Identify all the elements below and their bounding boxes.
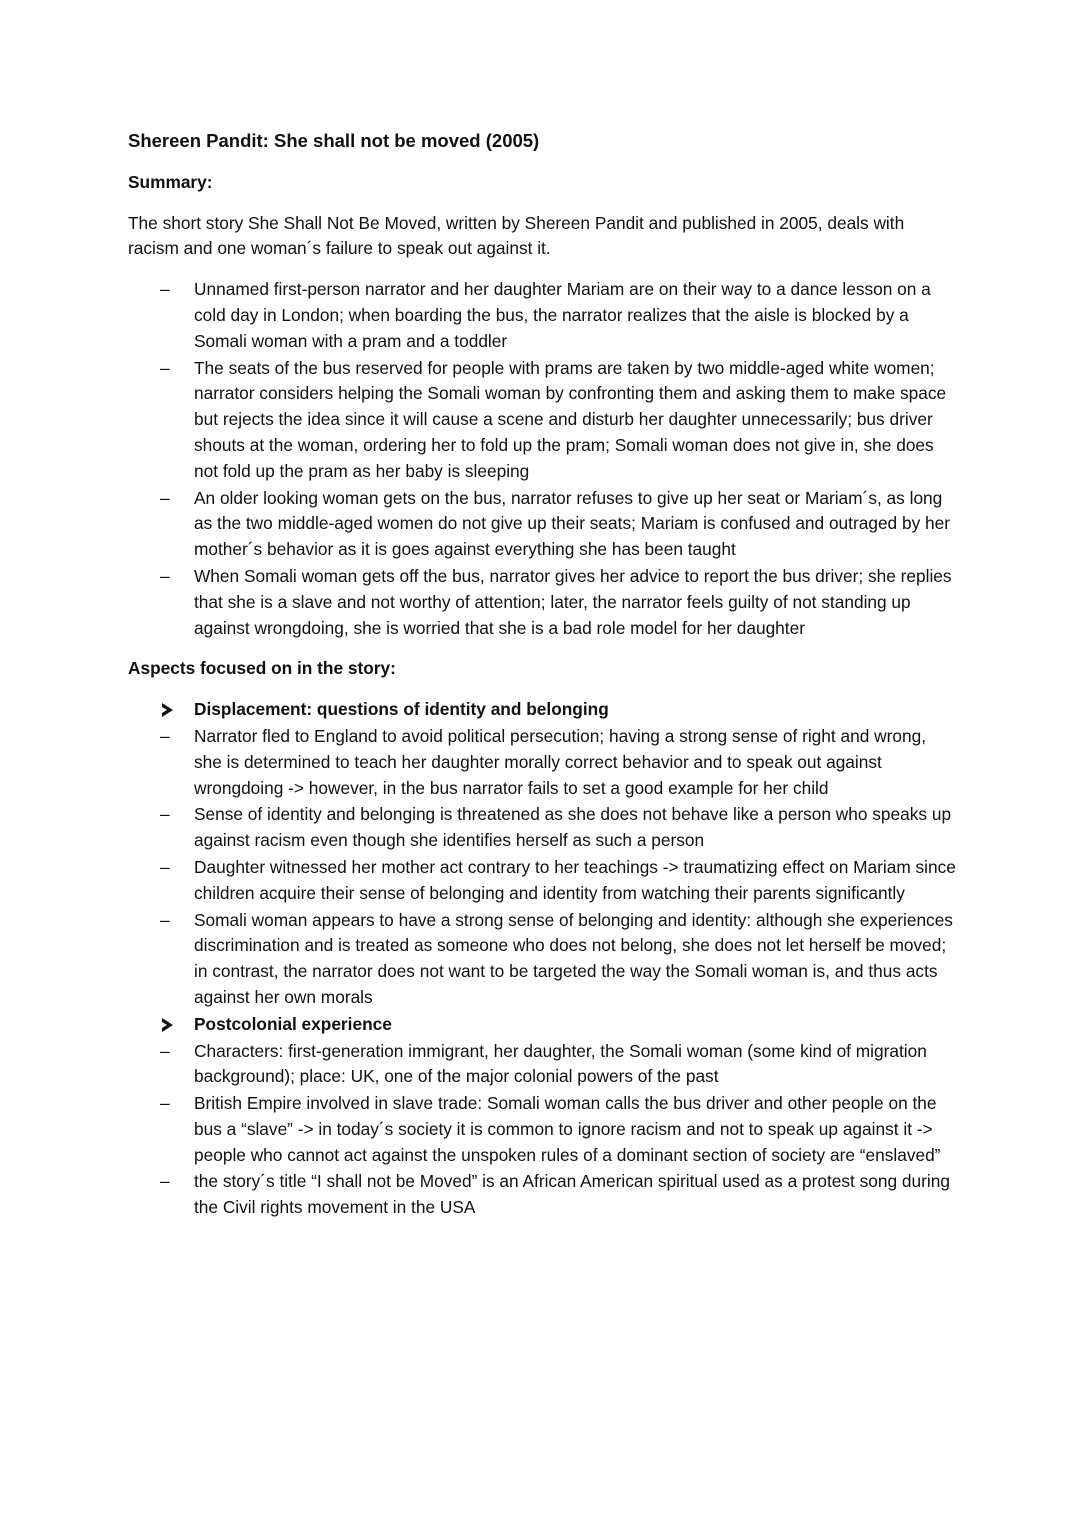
list-item-text: the story´s title “I shall not be Moved” is an African American spiritual used as a protest song during the Civil rights movement in the USA — [194, 1171, 950, 1218]
list-item-text: Sense of identity and belonging is threatened as she does not behave like a person who speaks up against racism even though she identifies herself as such a person — [194, 804, 952, 851]
list-item-text: Unnamed first-person narrator and her daughter Mariam are on their way to a dance lesson on a cold day in London; when boarding the bus, the narrator realizes that the aisle is blocked by a Somali woman with a pram and a toddler — [194, 279, 931, 351]
section-heading-item — [128, 1012, 958, 1038]
document-title: Shereen Pandit: She shall not be moved (2005) — [128, 130, 540, 151]
aspects-heading: Aspects focused on in the story: — [128, 658, 396, 679]
displacement-heading: Displacement: questions of identity and belonging — [194, 699, 609, 720]
list-item — [128, 277, 958, 354]
list-item-text: When Somali woman gets off the bus, narrator gives her advice to report the bus driver; she replies that she is a slave and not worthy of attention; later, the narrator feels guilty of not standing up against wrongdoing, she is worried that she is a bad role model for her daughter — [194, 565, 952, 638]
dash-bullet-icon — [160, 855, 180, 881]
list-item — [128, 486, 958, 563]
list-item — [128, 724, 958, 801]
dash-bullet-icon — [160, 356, 180, 382]
list-item — [128, 908, 958, 1011]
arrow-bullet-icon — [162, 1018, 173, 1032]
list-item — [128, 564, 958, 641]
intro-paragraph: The short story She Shall Not Be Moved, written by Shereen Pandit and published in 2005, deals with racism and one woman´s failure to speak out against it. — [128, 212, 905, 259]
dash-bullet-icon — [160, 564, 180, 590]
list-item-text: Somali woman appears to have a strong sense of belonging and identity: although she experiences discrimination and is treated as someone who does not belong, she does not let herself be moved; in contrast, the narrator does not want to be targeted the way the Somali woman is, and thus acts against her own morals — [194, 909, 953, 1007]
list-item-text: An older looking woman gets on the bus, narrator refuses to give up her seat or Mariam´s, as long as the two middle-aged women do not give up their seats; Mariam is confused and outraged by her mother´s behavior as it is goes against everything she has been taught — [194, 487, 951, 560]
dash-bullet-icon — [160, 724, 180, 750]
list-item — [128, 802, 958, 854]
list-item-text: British Empire involved in slave trade: Somali woman calls the bus driver and other people on the bus a “slave” -> in today´s society it is common to ignore racism and not to speak up against it -> people who cannot act against the unspoken rules of a dominant section of society are “enslaved” — [194, 1093, 941, 1165]
list-item — [128, 855, 958, 907]
section-heading-item — [128, 697, 958, 723]
postcolonial-heading: Postcolonial experience — [194, 1013, 392, 1034]
list-item — [128, 1039, 958, 1091]
list-item-text: Daughter witnessed her mother act contrary to her teachings -> traumatizing effect on Mariam since children acquire their sense of belonging and identity from watching their parents significantly — [194, 856, 956, 903]
dash-bullet-icon — [160, 1039, 180, 1065]
dash-bullet-icon — [160, 486, 180, 512]
dash-bullet-icon — [160, 1091, 180, 1117]
dash-bullet-icon — [160, 1169, 180, 1195]
list-item-text: Narrator fled to England to avoid political persecution; having a strong sense of right and wrong, she is determined to teach her daughter morally correct behavior and to speak out against wrongdoing -> however, in the bus narrator fails to set a good example for her child — [194, 725, 927, 798]
summary-heading: Summary: — [128, 171, 213, 192]
list-item-text: Characters: first-generation immigrant, her daughter, the Somali woman (some kind of migration background); place: UK, one of the major colonial powers of the past — [194, 1040, 927, 1087]
list-item — [128, 1091, 958, 1168]
dash-bullet-icon — [160, 908, 180, 934]
dash-bullet-icon — [160, 802, 180, 828]
list-item — [128, 356, 958, 485]
dash-bullet-icon — [160, 277, 180, 303]
document-page — [128, 128, 958, 1236]
list-item-text: The seats of the bus reserved for people with prams are taken by two middle-aged white women; narrator considers helping the Somali woman by confronting them and asking them to make space but rejects the idea since it will cause a scene and disturb her daughter unnecessarily; bus driver shouts at the woman, ordering her to fold up the pram; Somali woman does not give in, she does not fold up the pram as her baby is sleeping — [194, 357, 947, 481]
aspects-list — [128, 697, 958, 1221]
list-item — [128, 1169, 958, 1221]
arrow-bullet-icon — [162, 703, 173, 717]
summary-list — [128, 277, 958, 641]
